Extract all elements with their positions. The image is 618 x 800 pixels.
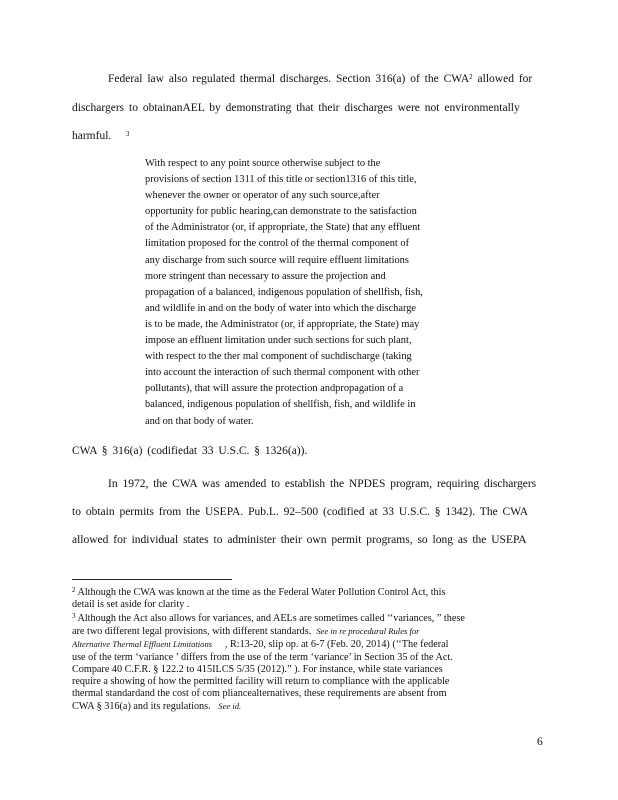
para1-line3 [72,129,129,143]
footnote-3-line2 [72,625,534,638]
quote-line: provisions of section 1311 of this title or section1316 of this title, [145,174,417,186]
quote-line: impose an effluent limitation under such sections for such plant, [145,335,412,347]
statute-citation: CWA § 316(a) (codifiedat 33 U.S.C. § 1326(a)). [72,445,308,457]
footnote-3-line5: Compare 40 C.F.R. § 122.2 to 415ILCS 5/35 (2012).” ). For instance, while state variances [72,663,443,675]
statute-block-quote [145,156,471,430]
footnote-3-text: are two different legal provisions, with different standards. [72,626,312,638]
para1-line1-text: Federal law also regulated thermal discharges. Section 316(a) of the CWA [108,73,470,85]
quote-line: with respect to the ther mal component of suchdischarge (taking [145,351,412,363]
footnote-3-text: Although the Act also allows for variances, and AELs are sometimes called ‘‘variances, ” these [77,613,465,624]
footnote-3 [72,613,534,714]
para1-line1-end: allowed for [477,73,533,85]
footnote-3-line7: thermal standardand the cost of com pliancealternatives, these requirements are absent from [72,688,447,700]
page-number: 6 [537,736,543,748]
quote-line: opportunity for public hearing,can demonstrate to the satisfaction [145,206,417,218]
footnote-3-line6: require a showing of how the permitted facility will return to compliance with the applicable [72,676,450,688]
footnote-3-mark: 3 [72,612,76,620]
quote-line: more stringent than necessary to assure the projection and [145,270,386,282]
footnote-3-italic: See id. [218,701,242,712]
footnote-3-italic: Alternative Thermal Effluent Limitations [72,639,213,650]
quote-line: balanced, indigenous population of shellfish, fish, and wildlife in [145,399,416,411]
footnote-3-line8 [72,700,534,713]
footnote-3-line4: use of the term ‘variance ’ differs from the use of the term ‘variance’ in Section 35 of the Act. [72,651,453,663]
quote-line: into account the interaction of such thermal component with other [145,367,420,379]
quote-line: and wildlife in and on the body of water into which the discharge [145,302,417,314]
quote-line: is to be made, the Administrator (or, if appropriate, the State) may [145,318,420,330]
para1-line3-text: harmful. [72,130,112,142]
quote-line: whenever the owner or operator of any such source,after [145,190,380,202]
para1-line1 [108,72,532,86]
quote-line: of the Administrator (or, if appropriate, the State) that any effluent [145,222,421,234]
footnote-3-italic: See in re procedural Rules for [316,626,420,637]
footnote-2 [72,587,534,611]
quote-line: limitation proposed for the control of the thermal component of [145,238,410,250]
quote-line: propagation of a balanced, indigenous population of shellfish, fish, [145,286,423,298]
para2-line1: In 1972, the CWA was amended to establish the NPDES program, requiring dischargers [108,478,537,490]
footnote-3-line3 [72,638,534,651]
footnote-separator [72,579,232,580]
footnote-3-line1 [72,613,534,625]
para2-line3: allowed for individual states to administer their own permit programs, so long as the USEPA [72,534,527,546]
footnote-2-text: Although the CWA was known at the time as the Federal Water Pollution Control Act, this [77,587,446,598]
para2-line2: to obtain permits from the USEPA. Pub.L. 92–500 (codified at 33 U.S.C. § 1342). The CWA [72,506,529,518]
footnote-3-text: , R:13-20, slip op. at 6-7 (Feb. 20, 2014) (‘‘The federal [224,639,449,651]
quote-line: and on that body of water. [145,415,254,427]
footnote-3-text: CWA § 316(a) and its regulations. [72,701,211,713]
quote-line: any discharge from such source will require effluent limitations [145,254,409,266]
footnote-ref-2[interactable]: 2 [469,73,473,81]
quote-line: With respect to any point source otherwise subject to the [145,158,381,169]
footnote-2-line2: detail is set aside for clarity . [72,599,190,611]
quote-line: pollutants), that will assure the protection andpropagation of a [145,383,404,395]
para1-line2: dischargers to obtainanAEL by demonstrating that their discharges were not environmentally [72,102,520,114]
footnote-ref-3[interactable]: 3 [125,130,130,138]
footnote-2-mark: 2 [72,586,76,594]
footnote-2-line1 [72,587,534,599]
